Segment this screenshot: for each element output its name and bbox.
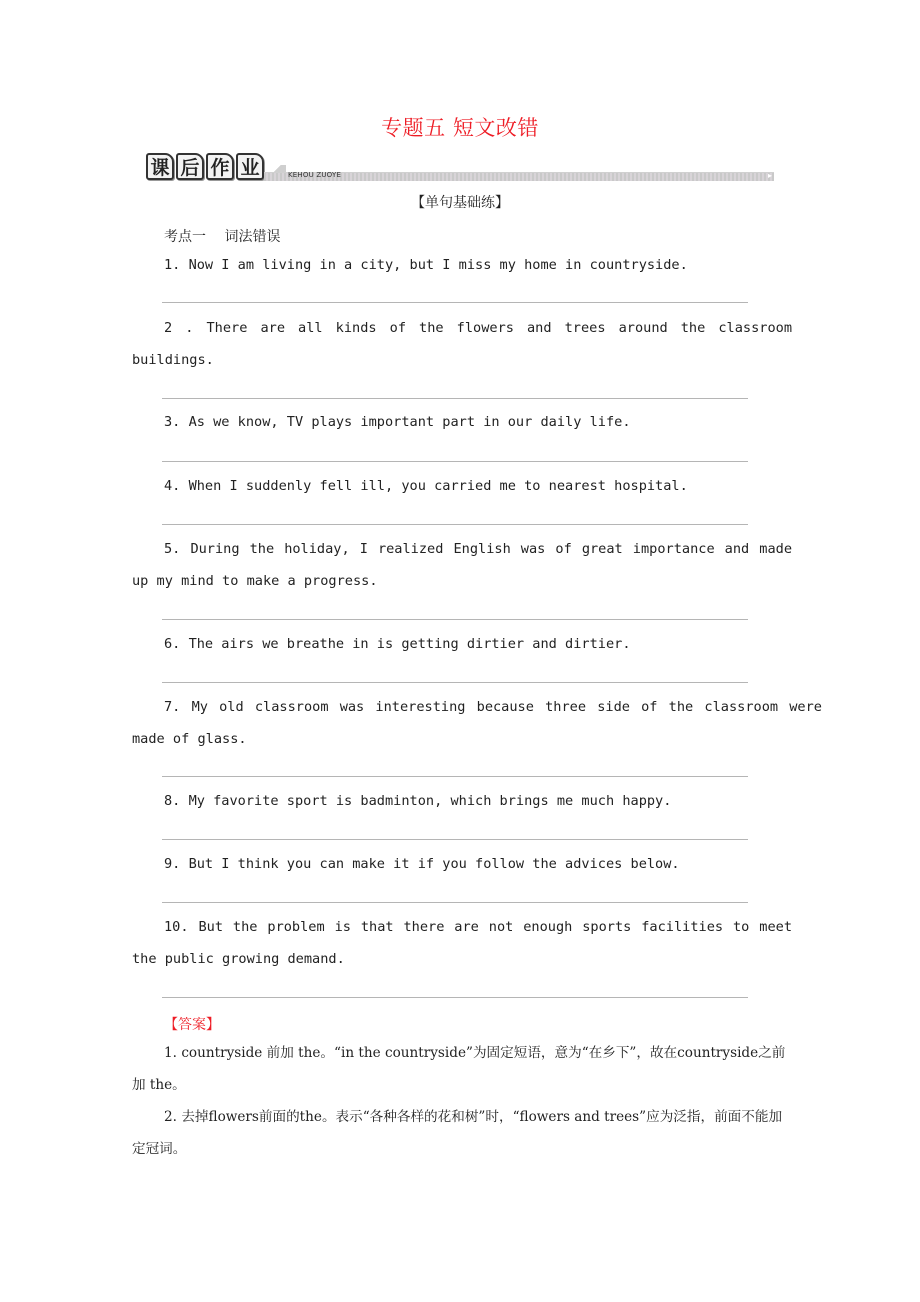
question-number: 4. [164,478,181,494]
question-item [132,471,792,503]
question-item [132,912,792,975]
question-number: 8. [164,793,181,809]
arrow-right-icon: ▸ [767,171,772,180]
section-heading: 【单句基础练】 [411,195,509,211]
question-text: As we know, TV plays important part in our daily life. [188,414,631,430]
question-item [132,534,792,597]
answer-line[interactable] [162,997,748,998]
question-item [132,786,792,818]
question-text: Now I am living in a city, but I miss my home in countryside. [188,257,688,273]
question-number: 1. [164,257,181,273]
question-item [132,407,792,439]
answer-line[interactable] [162,902,748,903]
question-item [132,629,792,661]
answer-line[interactable] [162,776,748,777]
question-item [132,692,822,755]
topic-heading [164,226,280,246]
topic-name: 词法错误 [224,229,281,245]
question-text: But I think you can make it if you follow the advices below. [188,856,680,872]
page-title: 专题五 短文改错 [381,116,539,140]
question-text: During the holiday, I realized English was of great importance and made up my mind to make a progress. [132,541,793,589]
answer-line[interactable] [162,524,748,525]
question-number: 10. [164,919,189,935]
question-text: But the problem is that there are not enough sports facilities to meet the public growing demand. [132,919,792,967]
answer-explanation [132,1102,794,1165]
answer-number: 1. [164,1045,177,1061]
answer-line[interactable] [162,302,748,303]
banner-char-group [146,153,264,180]
answer-number: 2. [164,1109,177,1125]
question-number: 9. [164,856,181,872]
answer-heading: 【答案】 [164,1017,220,1033]
question-item [132,250,792,282]
answer-explanation [132,1038,794,1101]
answer-text: countryside 前加 the。“in the countryside”为固定短语，意为“在乡下”，故在countryside之前加 the。 [132,1045,786,1093]
answer-line[interactable] [162,682,748,683]
question-text: When I suddenly fell ill, you carried me to nearest hospital. [188,478,688,494]
answer-line[interactable] [162,839,748,840]
question-text: The airs we breathe in is getting dirtier and dirtier. [188,636,631,652]
question-number: 5. [164,541,181,557]
banner-char: 后 [176,153,204,180]
topic-label: 考点一 [164,229,206,245]
question-number: 2 . [164,320,194,336]
answer-line[interactable] [162,461,748,462]
answer-line[interactable] [162,619,748,620]
question-number: 7. [164,699,181,715]
question-text: My favorite sport is badminton, which brings me much happy. [188,793,672,809]
answer-line[interactable] [162,398,748,399]
question-number: 6. [164,636,181,652]
banner-char: 课 [146,153,174,180]
question-text: My old classroom was interesting because three side of the classroom were made of glass. [132,699,822,747]
question-item [132,849,792,881]
question-text: There are all kinds of the flowers and trees around the classroom buildings. [132,320,792,368]
answer-text: 去掉flowers前面的the。表示“各种各样的花和树”时，“flowers and trees”应为泛指，前面不能加定冠词。 [132,1109,783,1157]
question-item [132,313,792,376]
question-number: 3. [164,414,181,430]
banner-label: KEHOU ZUOYE [288,171,342,179]
homework-banner [146,153,774,183]
banner-char: 业 [236,153,264,180]
banner-char: 作 [206,153,234,180]
